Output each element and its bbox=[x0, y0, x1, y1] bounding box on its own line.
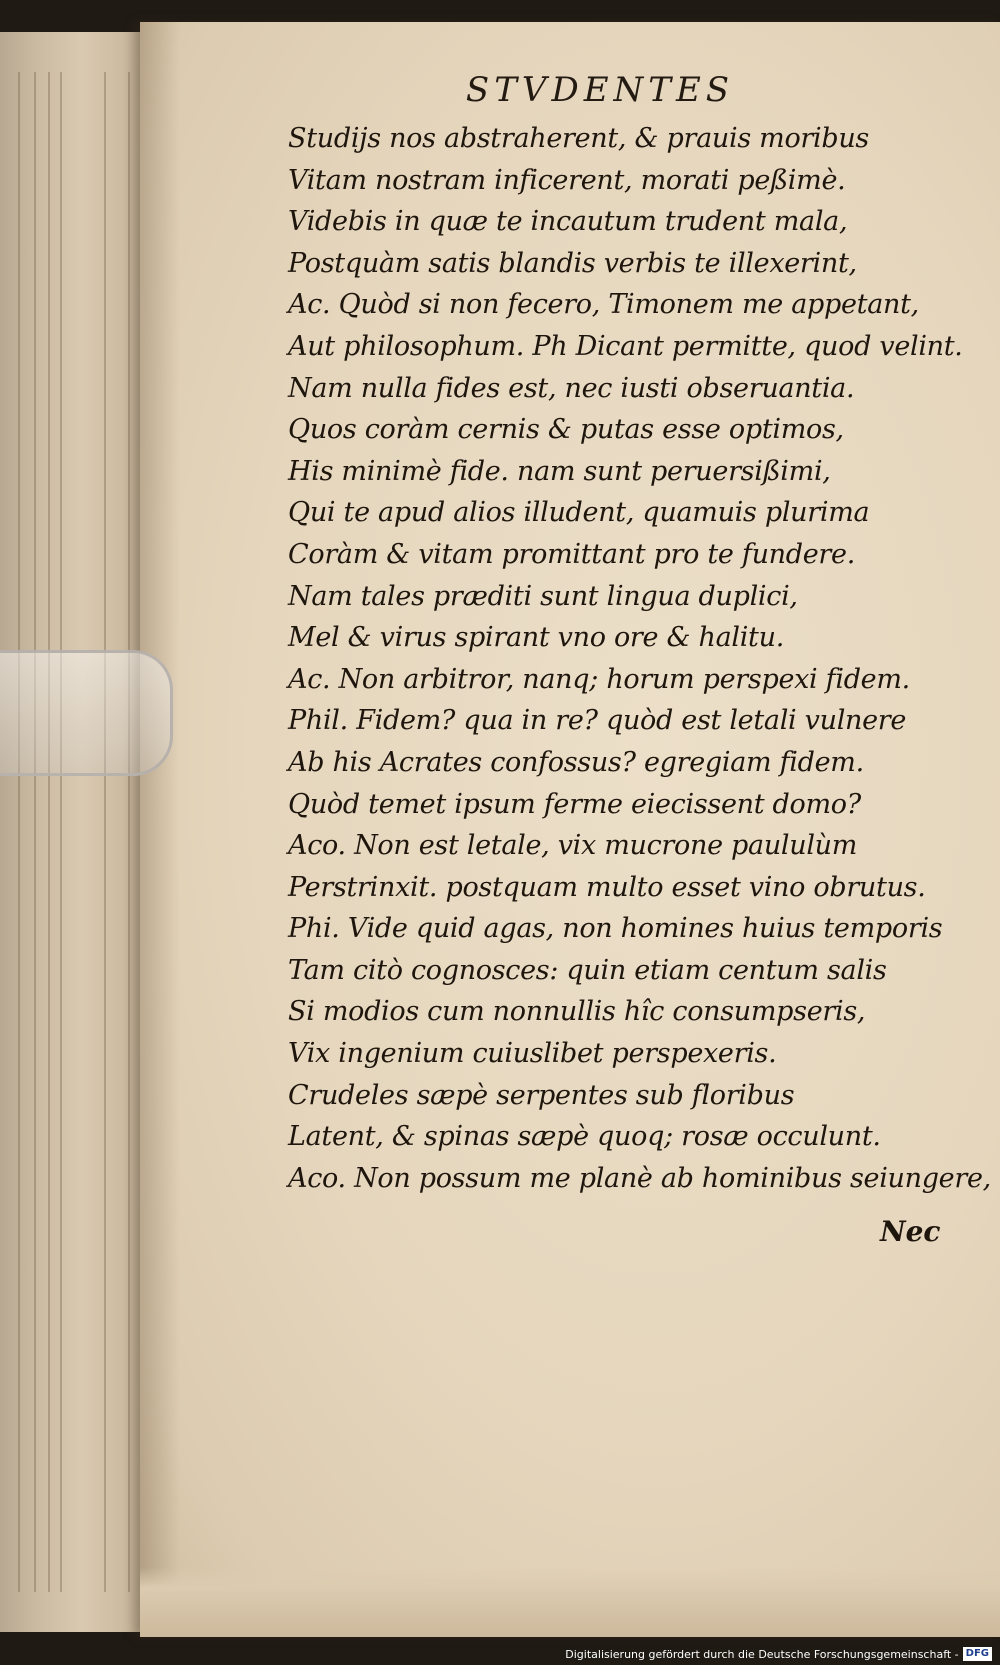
page-clip bbox=[0, 650, 173, 776]
text-line: Si modios cum nonnullis hîc consumpseris, bbox=[288, 996, 866, 1028]
text-line: Vitam nostram inficerent, morati peßimè. bbox=[288, 164, 846, 196]
text-line: Ac. Quòd si non fecero, Timonem me appetant, bbox=[288, 289, 919, 321]
digitization-credit bbox=[565, 1647, 992, 1661]
text-line: Quòd temet ipsum ferme eiecissent domo? bbox=[288, 788, 861, 820]
page-edge-line bbox=[34, 72, 36, 1592]
text-line: His minimè fide. nam sunt peruersißimi, bbox=[288, 455, 831, 487]
dfg-logo: DFG bbox=[963, 1647, 992, 1661]
stacked-page-edges bbox=[0, 32, 150, 1632]
text-line: Perstrinxit. postquam multo esset vino obrutus. bbox=[288, 871, 926, 903]
page-edge-line bbox=[48, 72, 50, 1592]
text-line: Vix ingenium cuiuslibet perspexeris. bbox=[288, 1038, 777, 1070]
text-line: Qui te apud alios illudent, quamuis plurima bbox=[288, 497, 870, 529]
page-bottom-edge bbox=[140, 1567, 1000, 1637]
book-page bbox=[140, 22, 1000, 1637]
page-edge-line bbox=[128, 72, 130, 1592]
text-line: Aut philosophum. Ph Dicant permitte, quod velint. bbox=[288, 330, 963, 362]
verse-text bbox=[288, 118, 991, 1199]
text-line: Studijs nos abstraherent, & prauis moribus bbox=[288, 123, 869, 154]
text-line: Crudeles sæpè serpentes sub floribus bbox=[288, 1079, 795, 1111]
catchword: Nec bbox=[880, 1215, 941, 1248]
text-line: Ac. Non arbitror, nanq; horum perspexi fidem. bbox=[288, 663, 910, 695]
text-line: Coràm & vitam promittant pro te fundere. bbox=[288, 538, 855, 570]
text-line: Aco. Non possum me planè ab hominibus seiungere, bbox=[288, 1162, 991, 1194]
text-line: Mel & virus spirant vno ore & halitu. bbox=[288, 622, 784, 654]
credit-text: Digitalisierung gefördert durch die Deutsche Forschungsgemeinschaft - bbox=[565, 1647, 959, 1661]
page-edge-line bbox=[104, 72, 106, 1592]
text-line: Aco. Non est letale, vix mucrone paululùm bbox=[288, 830, 858, 862]
page-edge-line bbox=[60, 72, 62, 1592]
text-line: Nam nulla fides est, nec iusti obseruantia. bbox=[288, 372, 855, 404]
text-line: Phil. Fidem? qua in re? quòd est letali vulnere bbox=[288, 705, 907, 737]
text-line: Quos coràm cernis & putas esse optimos, bbox=[288, 414, 844, 446]
running-head: STVDENTES bbox=[465, 70, 735, 110]
gutter-shadow bbox=[140, 22, 180, 1637]
page-edge-line bbox=[18, 72, 20, 1592]
text-line: Videbis in quæ te incautum trudent mala, bbox=[288, 206, 848, 238]
text-line: Nam tales præditi sunt lingua duplici, bbox=[288, 580, 798, 612]
text-line: Tam citò cognosces: quin etiam centum salis bbox=[288, 954, 887, 986]
text-line: Ab his Acrates confossus? egregiam fidem. bbox=[288, 746, 864, 778]
text-line: Phi. Vide quid agas, non homines huius temporis bbox=[288, 913, 943, 945]
text-line: Latent, & spinas sæpè quoq; rosæ occulunt. bbox=[288, 1121, 881, 1153]
text-line: Postquàm satis blandis verbis te illexerint, bbox=[288, 247, 857, 279]
